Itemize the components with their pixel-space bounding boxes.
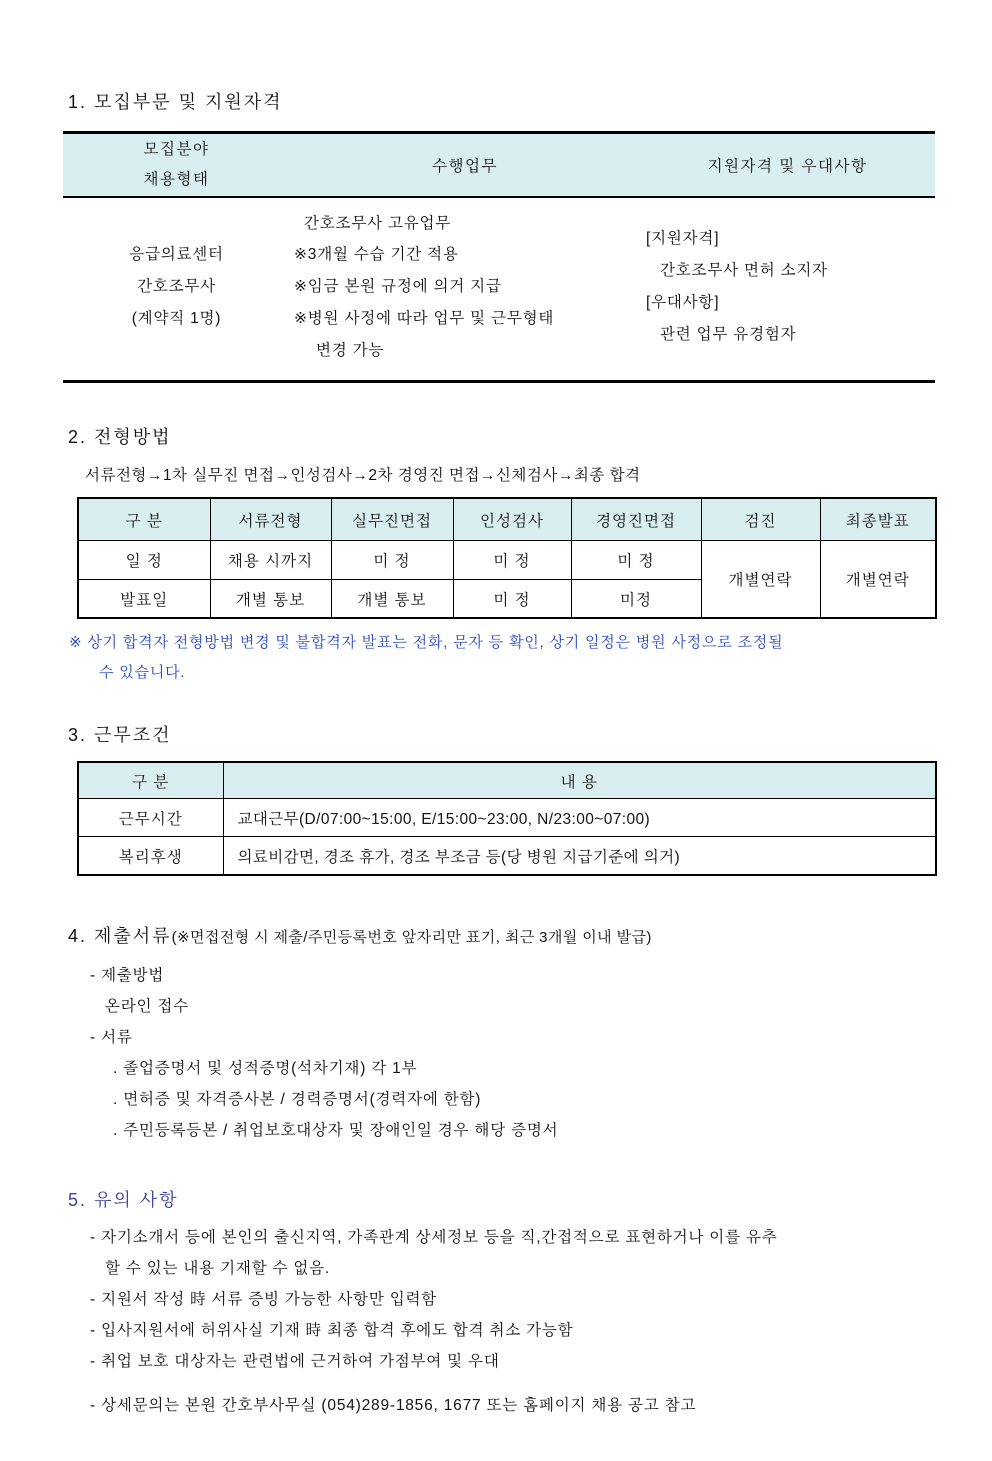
header-duties: 수행업무 bbox=[290, 133, 640, 197]
final-contact-cell: 개별연락 bbox=[820, 540, 936, 618]
table-header-row bbox=[78, 498, 936, 540]
header-category: 구 분 bbox=[78, 762, 223, 799]
documents-list bbox=[63, 960, 935, 1146]
section-working-conditions bbox=[63, 721, 935, 876]
row-content: 교대근무(D/07:00~15:00, E/15:00~23:00, N/23:00~07:00) bbox=[223, 799, 936, 837]
section-recruitment bbox=[63, 88, 935, 383]
header-content: 내 용 bbox=[223, 762, 936, 799]
cell-position bbox=[63, 197, 290, 382]
qualification-line: 간호조무사 면허 소지자 bbox=[660, 262, 828, 280]
row-label: 발표일 bbox=[78, 579, 210, 618]
header-checkup: 검진 bbox=[701, 498, 820, 540]
table-header-row bbox=[63, 133, 935, 197]
duty-line: ※병원 사정에 따라 업무 및 근무형태 bbox=[294, 309, 555, 327]
selection-flow: 서류전형→1차 실무진 면접→인성검사→2차 경영진 면접→신체검사→최종 합격 bbox=[85, 467, 641, 485]
list-item: 할 수 있는 내용 기재할 수 없음. bbox=[105, 1259, 331, 1277]
table-row-welfare bbox=[78, 837, 936, 875]
recruitment-table bbox=[63, 131, 935, 383]
duty-line: ※임금 본원 규정에 의거 지급 bbox=[294, 278, 502, 296]
list-item-contact: - 상세문의는 본원 간호부사무실 (054)289-1856, 1677 또는 홈페이지 채용 공고 참고 bbox=[90, 1396, 697, 1414]
qualification-line: 관련 업무 유경험자 bbox=[660, 325, 797, 343]
note-line: ※ 상기 합격자 전형방법 변경 및 불합격자 발표는 전화, 문자 등 확인, 상기 일정은 병원 사정으로 조정될 bbox=[69, 634, 784, 652]
section4-title bbox=[63, 922, 935, 948]
position-line: 간호조무사 bbox=[137, 278, 216, 296]
cautions-list bbox=[63, 1222, 935, 1421]
list-item: - 제출방법 bbox=[90, 966, 165, 984]
cell-qualifications bbox=[640, 197, 935, 382]
section2-title: 2. 전형방법 bbox=[68, 427, 172, 448]
list-item: - 자기소개서 등에 본인의 출신지역, 가족관계 상세정보 등을 직,간접적으로 표현하거나 이를 유추 bbox=[90, 1228, 778, 1246]
schedule-cell: 채용 시까지 bbox=[210, 540, 331, 579]
list-item: - 취업 보호 대상자는 관련법에 근거하여 가점부여 및 우대 bbox=[90, 1352, 500, 1370]
header-category: 구 분 bbox=[78, 498, 210, 540]
duty-line: 간호조무사 고유업무 bbox=[304, 214, 452, 232]
table-row-hours bbox=[78, 799, 936, 837]
schedule-cell: 미 정 bbox=[453, 540, 571, 579]
announce-cell: 개별 통보 bbox=[210, 579, 331, 618]
header-executive-interview: 경영진면접 bbox=[571, 498, 701, 540]
list-item: - 서류 bbox=[90, 1028, 133, 1046]
position-line: (계약직 1명) bbox=[131, 309, 222, 327]
duty-line: ※3개월 수습 기간 적용 bbox=[294, 246, 459, 264]
header-final-announcement: 최종발표 bbox=[820, 498, 936, 540]
position-line: 응급의료센터 bbox=[129, 246, 224, 264]
section5-title: 5. 유의 사항 bbox=[68, 1189, 179, 1210]
header-field-type bbox=[63, 133, 290, 197]
list-item: . 졸업증명서 및 성적증명(석차기재) 각 1부 bbox=[113, 1059, 418, 1077]
list-item: . 면허증 및 자격증사본 / 경력증명서(경력자에 한함) bbox=[113, 1090, 482, 1108]
row-label: 일 정 bbox=[78, 540, 210, 579]
table-header-row bbox=[78, 762, 936, 799]
row-label: 근무시간 bbox=[78, 799, 223, 837]
schedule-cell: 미 정 bbox=[571, 540, 701, 579]
qualification-line: [지원자격] bbox=[646, 230, 720, 248]
header-personality-test: 인성검사 bbox=[453, 498, 571, 540]
schedule-note bbox=[69, 628, 935, 687]
list-item: - 지원서 작성 時 서류 증빙 가능한 사항만 입력함 bbox=[90, 1290, 438, 1308]
section3-title: 3. 근무조건 bbox=[68, 724, 172, 745]
section4-title-paren: (※면접전형 시 제출/주민등록번호 앞자리만 표기, 최근 3개월 이내 발급) bbox=[171, 928, 652, 946]
selection-schedule-table bbox=[77, 497, 937, 619]
working-conditions-table bbox=[77, 761, 937, 876]
section-documents bbox=[63, 922, 935, 1146]
cell-duties bbox=[290, 197, 640, 382]
list-item: - 입사지원서에 허위사실 기재 時 최종 합격 후에도 합격 취소 가능함 bbox=[90, 1321, 574, 1339]
announce-cell: 미정 bbox=[571, 579, 701, 618]
qualification-line: [우대사항] bbox=[646, 293, 720, 311]
list-item: 온라인 접수 bbox=[105, 997, 189, 1015]
section-selection-process bbox=[63, 423, 935, 687]
duty-line: 변경 가능 bbox=[316, 341, 385, 359]
schedule-cell: 미 정 bbox=[331, 540, 453, 579]
header-document-screening: 서류전형 bbox=[210, 498, 331, 540]
section-cautions bbox=[63, 1186, 935, 1421]
section4-title-main: 4. 제출서류 bbox=[68, 925, 172, 946]
list-item: . 주민등록등본 / 취업보호대상자 및 장애인일 경우 해당 증명서 bbox=[113, 1121, 559, 1139]
section1-title: 1. 모집부문 및 지원자격 bbox=[68, 92, 283, 112]
table-row-schedule bbox=[78, 540, 936, 579]
header-field-line2: 채용형태 bbox=[143, 170, 210, 188]
header-qualifications: 지원자격 및 우대사항 bbox=[640, 133, 935, 197]
row-content: 의료비감면, 경조 휴가, 경조 부조금 등(당 병원 지급기준에 의거) bbox=[223, 837, 936, 875]
announce-cell: 미 정 bbox=[453, 579, 571, 618]
header-field-line1: 모집분야 bbox=[143, 140, 210, 158]
row-label: 복리후생 bbox=[78, 837, 223, 875]
announce-cell: 개별 통보 bbox=[331, 579, 453, 618]
checkup-contact-cell: 개별연락 bbox=[701, 540, 820, 618]
note-line: 수 있습니다. bbox=[99, 663, 186, 681]
table-row bbox=[63, 197, 935, 382]
header-practical-interview: 실무진면접 bbox=[331, 498, 453, 540]
